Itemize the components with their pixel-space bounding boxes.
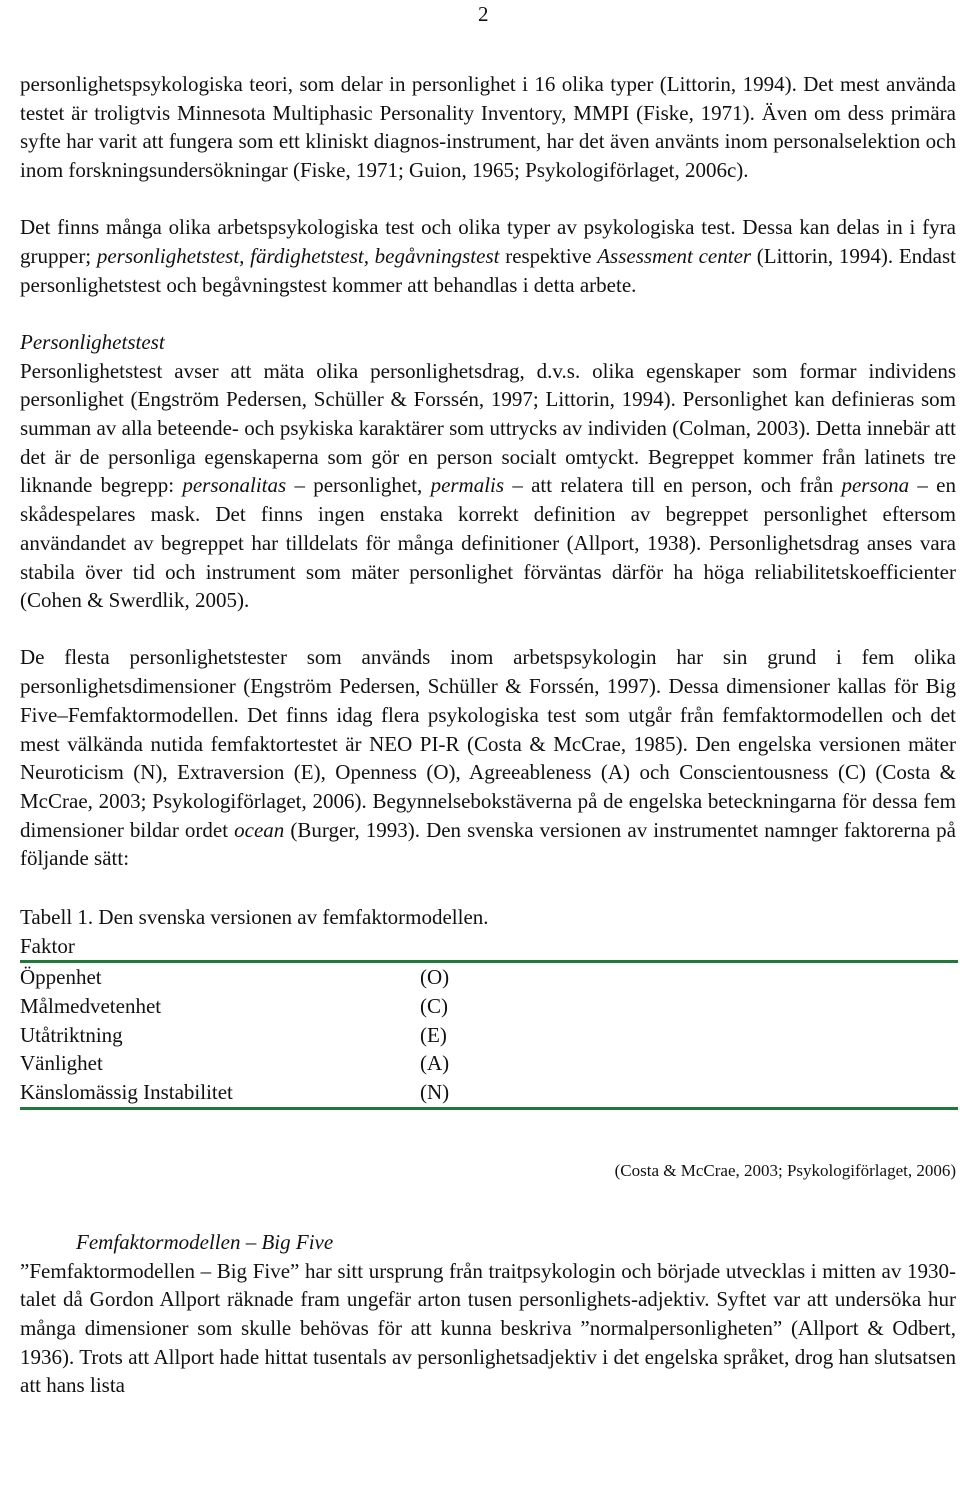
italic-test-types: personlighetstest, färdighetstest, begåvningstest — [96, 244, 500, 269]
table-source: (Costa & McCrae, 2003; Psykologiförlaget, 2006) — [614, 1160, 956, 1180]
document-body — [20, 70, 956, 1400]
factor-name: Målmedvetenhet — [20, 993, 162, 1018]
text-span: (Burger, 1993). Den svenska versionen av instrumentet namnger faktorerna på följande sätt: — [20, 817, 956, 871]
table-header-faktor: Faktor — [20, 932, 420, 962]
factor-name: Utåtriktning — [20, 1022, 123, 1047]
italic-assessment-center: Assessment center — [597, 244, 752, 269]
table-row — [20, 962, 958, 992]
factor-code: (C) — [420, 993, 448, 1018]
paragraph-big-five — [20, 643, 956, 873]
text-span: (Littorin, 1994). Endast personlighetstest och begåvningstest kommer att behandlas i detta arbete. — [20, 244, 956, 297]
table-header-row — [20, 932, 958, 962]
factor-name: Öppenhet — [20, 965, 102, 990]
factor-code: (O) — [420, 965, 450, 990]
factor-code: (N) — [420, 1078, 958, 1108]
italic-term: ocean — [234, 817, 285, 842]
section-heading-femfaktor: Femfaktormodellen – Big Five — [76, 1229, 334, 1254]
text-span: respektive — [499, 244, 598, 269]
italic-term: personalitas — [182, 473, 287, 498]
table-row — [20, 992, 958, 1021]
table-row — [20, 1078, 958, 1108]
italic-term: permalis — [430, 473, 505, 498]
factor-name: Känslomässig Instabilitet — [20, 1078, 420, 1108]
text-span: De flesta personlighetstester som används inom arbetspsykologin har sin grund i fem olika personlighetsdimensioner (Engström Pedersen, Schüller & Forssén, 1997). Dessa dimensioner kallas för Big Five–Femfaktormodellen. Det finns idag flera psykologiska test som utgår från femfaktormodellen och det mest välkända nutida femfaktortestet är NEO PI-R (Costa & McCrae, 1985). Den engelska versionen mäter Neuroticism (N), Extraversion (E), Openness (O), Agreeableness (A) och Conscientousness (C) (Costa & McCrae, 2003; Psykologiförlaget, 2006). Begynnelsebokstäverna på de engelska beteckningarna för dessa fem dimensioner bildar ordet — [20, 645, 956, 842]
text-span: – personlighet, — [286, 473, 431, 498]
table-caption: Tabell 1. Den svenska versionen av femfaktormodellen. — [20, 904, 489, 929]
factor-code: (E) — [420, 1022, 447, 1047]
paragraph-test-groups — [20, 213, 956, 299]
paragraph-personlighetstest — [20, 357, 956, 615]
section-heading-personlighetstest: Personlighetstest — [20, 329, 165, 354]
page-number: 2 — [478, 2, 489, 26]
table-row — [20, 1049, 958, 1078]
text-span: Personlighetstest avser att mäta olika personlighetsdrag, d.v.s. olika egenskaper som formar individens personlighet (Engström Pedersen, Schüller & Forssén, 1997; Littorin, 1994). Personlighet kan definieras som summan av alla beteende- och psykiska karaktärer som uttrycks av individen (Colman, 2003). Detta innebär att det är de personliga egenskaperna som gör en person socialt omtyckt. Begreppet kommer från latinets tre liknande begrepp: — [20, 358, 956, 498]
table-header-empty — [420, 932, 958, 962]
paragraph-personality-theory: personlighetspsykologiska teori, som delar in personlighet i 16 olika typer (Littorin, 1994). Det mest använda testet är troligtvis Minnesota Multiphasic Personality Inventory, MMPI (Fiske, 1971). Även om dess primära syfte har varit att fungera som ett kliniskt diagnos-instrument, har det även använts inom personalselektion och inom forskningsundersökningar (Fiske, 1971; Guion, 1965; Psykologiförlaget, 2006c). — [20, 72, 956, 183]
text-span: – en skådespelares mask. Det finns ingen enstaka korrekt definition av begreppet personlighet eftersom användandet av begreppet har tilldelats för många definitioner (Allport, 1938). Personlighetsdrag anses vara stabila över tid och instrument som mäter personlighet förväntas därför ha höga reliabilitetskoefficienter (Cohen & Swerdlik, 2005). — [20, 473, 957, 613]
factor-name: Vänlighet — [20, 1051, 103, 1076]
text-span: – att relatera till en person, och från — [504, 473, 842, 498]
text-span: Det finns många olika arbetspsykologiska test och olika typer av psykologiska test. Dessa kan delas in i fyra grupper; — [20, 215, 956, 269]
factor-table — [20, 932, 958, 1110]
table-row — [20, 1021, 958, 1050]
paragraph-femfaktor: ”Femfaktormodellen – Big Five” har sitt ursprung från traitpsykologin och började utvecklas i mitten av 1930-talet då Gordon Allport räknade fram ungefär arton tusen personlighets-adjektiv. Syftet var att undersöka hur många dimensioner som skulle behövas för att kunna beskriva ”normalpersonligheten” (Allport & Odbert, 1936). Trots att Allport hade hittat tusentals av personlighetsadjektiv i det engelska språket, drog han slutsatsen att hans lista — [20, 1258, 956, 1398]
factor-code: (A) — [420, 1051, 450, 1076]
italic-term: persona — [841, 473, 910, 498]
